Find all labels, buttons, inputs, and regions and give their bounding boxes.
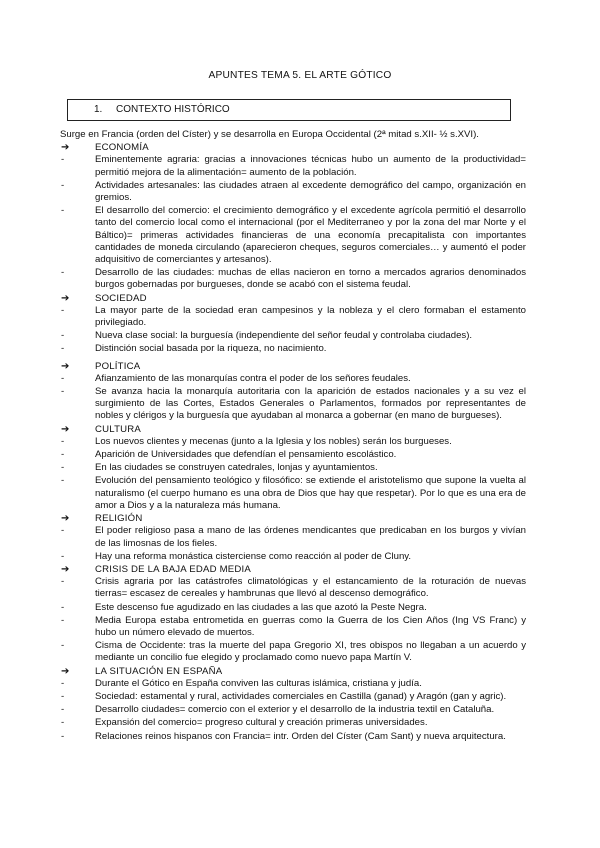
- bullet-dash: -: [61, 677, 65, 689]
- bullet-dash: -: [61, 550, 65, 562]
- arrow-right-icon: ➔: [61, 513, 70, 525]
- bullet-item: [60, 373, 526, 385]
- bullet-item: [60, 551, 526, 563]
- document-title: APUNTES TEMA 5. EL ARTE GÓTICO: [208, 70, 392, 81]
- bullet-item: [60, 205, 526, 266]
- bullet-item: [60, 615, 526, 639]
- bullet-text: La mayor parte de la sociedad eran campesinos y la nobleza y el clero formaban el estamento privilegiado.: [95, 304, 526, 329]
- section-box-contexto-historico: [67, 99, 511, 121]
- bullet-item: [60, 640, 526, 664]
- section-heading-text: CULTURA: [95, 423, 141, 435]
- bullet-dash: -: [61, 343, 65, 355]
- bullet-dash: -: [61, 205, 65, 217]
- bullet-text: Eminentemente agraria: gracias a innovaciones técnicas hubo un aumento de la productividad= permitió mejora de la alimentación= aumento de la población.: [95, 154, 526, 178]
- bullet-dash: -: [61, 304, 65, 316]
- bullet-item: [60, 449, 526, 461]
- bullet-text: Durante el Gótico en España conviven las culturas islámica, cristiana y judía.: [95, 677, 422, 689]
- section-heading-text: SOCIEDAD: [95, 292, 147, 304]
- bullet-item: [60, 717, 526, 729]
- bullet-item: [60, 343, 526, 355]
- arrow-right-icon: ➔: [61, 360, 70, 372]
- section-box-label: CONTEXTO HISTÓRICO: [116, 104, 230, 115]
- bullet-dash: -: [61, 704, 65, 716]
- bullet-item: [60, 704, 526, 716]
- section-heading: [60, 424, 526, 436]
- bullet-text: Expansión del comercio= progreso cultural y creación primeras universidades.: [95, 717, 428, 729]
- bullet-item: [60, 576, 526, 600]
- arrow-right-icon: ➔: [61, 142, 70, 154]
- bullet-item: [60, 180, 526, 204]
- bullet-dash: -: [61, 330, 65, 342]
- bullet-item: [60, 386, 526, 423]
- bullet-dash: -: [61, 730, 65, 742]
- arrow-right-icon: ➔: [61, 292, 70, 304]
- section-heading-text: ECONOMÍA: [95, 142, 149, 154]
- bullet-item: [60, 462, 526, 474]
- bullet-dash: -: [61, 640, 65, 652]
- section-heading-text: CRISIS DE LA BAJA EDAD MEDIA: [95, 563, 251, 575]
- bullet-text: Se avanza hacia la monarquía autoritaria con la aparición de estados nacionales y a su vez el surgimiento de las Cortes, Estados Generales o Parlamentos, formados por representantes de nobles y clérigos y la burguesía que ayudaban al monarca a gobernar (en mano de burgueses).: [95, 386, 526, 422]
- bullet-dash: -: [61, 717, 65, 729]
- bullet-item: [60, 691, 526, 703]
- bullet-item: [60, 678, 526, 690]
- section-heading: [60, 293, 526, 305]
- bullet-dash: -: [61, 449, 65, 461]
- bullet-dash: -: [61, 462, 65, 474]
- bullet-item: [60, 525, 526, 549]
- bullet-item: [60, 475, 526, 512]
- bullet-text: Aparición de Universidades que defendían el pensamiento escolástico.: [95, 449, 397, 461]
- bullet-text: Actividades artesanales: las ciudades atraen al excedente demográfico del campo, organización en gremios.: [95, 179, 526, 204]
- bullet-dash: -: [61, 267, 65, 279]
- document-body: [60, 129, 526, 744]
- bullet-text: En las ciudades se construyen catedrales, lonjas y ayuntamientos.: [95, 462, 378, 474]
- section-number: 1.: [94, 104, 103, 115]
- bullet-item: [60, 330, 526, 342]
- bullet-item: [60, 602, 526, 614]
- bullet-dash: -: [61, 690, 65, 702]
- bullet-text: Nueva clase social: la burguesía (independiente del señor feudal y controlaba ciudades).: [95, 330, 473, 342]
- bullet-text: Afianzamiento de las monarquías contra el poder de los señores feudales.: [95, 372, 411, 384]
- bullet-dash: -: [61, 154, 65, 166]
- bullet-text: Este descenso fue agudizado en las ciudades a las que azotó la Peste Negra.: [95, 601, 427, 613]
- bullet-dash: -: [61, 372, 65, 384]
- bullet-text: Cisma de Occidente: tras la muerte del papa Gregorio XI, tres obispos no llegaban a un acuerdo y mediante un concilio fue elegido y proclamado como nuevo papa Martín V.: [95, 640, 526, 664]
- arrow-right-icon: ➔: [61, 563, 70, 575]
- bullet-dash: -: [61, 475, 65, 487]
- bullet-text: Sociedad: estamental y rural, actividades comerciales en Castilla (ganad) y Aragón (gan y agric).: [95, 690, 507, 702]
- bullet-dash: -: [61, 386, 65, 398]
- bullet-text: Desarrollo de las ciudades: muchas de ellas nacieron en torno a mercados agrarios denominados burgos gobernadas por burgueses, donde se acabó con el sistema feudal.: [95, 267, 526, 291]
- bullet-dash: -: [61, 435, 65, 447]
- bullet-text: Crisis agraria por las catástrofes climatológicas y el estancamiento de la roturación de nuevas tierras= escasez de cereales y hambrunas que llevó al descenso demográfico.: [95, 576, 526, 600]
- bullet-text: Desarrollo ciudades= comercio con el exterior y el desarrollo de la industria textil en Cataluña.: [95, 704, 495, 716]
- bullet-text: El poder religioso pasa a mano de las órdenes mendicantes que predicaban en los burgos y vivían de las limosnas de los fieles.: [95, 525, 526, 549]
- bullet-dash: -: [61, 179, 65, 191]
- section-heading-text: LA SITUACIÓN EN ESPAÑA: [95, 665, 223, 677]
- section-heading: [60, 361, 526, 373]
- bullet-text: Distinción social basada por la riqueza, no nacimiento.: [95, 343, 327, 355]
- section-heading-text: POLÍTICA: [95, 360, 141, 372]
- bullet-text: Los nuevos clientes y mecenas (junto a la Iglesia y los nobles) serán los burgueses.: [95, 435, 452, 447]
- bullet-text: Evolución del pensamiento teológico y filosófico: se extiende el aristotelismo que supone la vuelta al naturalismo (el cuerpo humano es una obra de Dios que hay que respetar). Por lo que es una era de amor a Dios y a la naturaleza más humana.: [95, 475, 526, 511]
- bullet-item: [60, 154, 526, 178]
- intro-paragraph: Surge en Francia (orden del Císter) y se desarrolla en Europa Occidental (2ª mitad s.XII- ½ s.XVI).: [60, 129, 479, 140]
- bullet-dash: -: [61, 614, 65, 626]
- bullet-item: [60, 436, 526, 448]
- bullet-text: Relaciones reinos hispanos con Francia= intr. Orden del Císter (Cam Sant) y nueva arquitectura.: [95, 730, 506, 742]
- bullet-text: El desarrollo del comercio: el crecimiento demográfico y el excedente agrícola permitió el desarrollo tanto del comercio local como el internacional (por el Mediterraneo y por la zona del mar Norte y el Báltico)= primeras actividades financieras de una economía precapitalista con importantes cantidades de moneda circulando (aparecieron cheques, seguros comerciales… y aumentó el poder adquisitivo de comerciantes y artesanos).: [95, 205, 526, 266]
- bullet-dash: -: [61, 601, 65, 613]
- arrow-right-icon: ➔: [61, 665, 70, 677]
- section-heading: [60, 666, 526, 678]
- arrow-right-icon: ➔: [61, 423, 70, 435]
- sections-container: [60, 142, 526, 743]
- section-heading: [60, 564, 526, 576]
- section-heading: [60, 513, 526, 525]
- bullet-dash: -: [61, 525, 65, 537]
- section-heading-text: RELIGIÓN: [95, 513, 143, 525]
- bullet-item: [60, 305, 526, 329]
- bullet-item: [60, 267, 526, 291]
- bullet-text: Media Europa estaba entrometida en guerras como la Guerra de los Cien Años (Ing VS Franc) y hubo un número elevado de muertos.: [95, 614, 526, 638]
- bullet-text: Hay una reforma monástica cisterciense como reacción al poder de Cluny.: [95, 550, 412, 562]
- bullet-item: [60, 731, 526, 743]
- bullet-dash: -: [61, 576, 65, 588]
- section-heading: [60, 142, 526, 154]
